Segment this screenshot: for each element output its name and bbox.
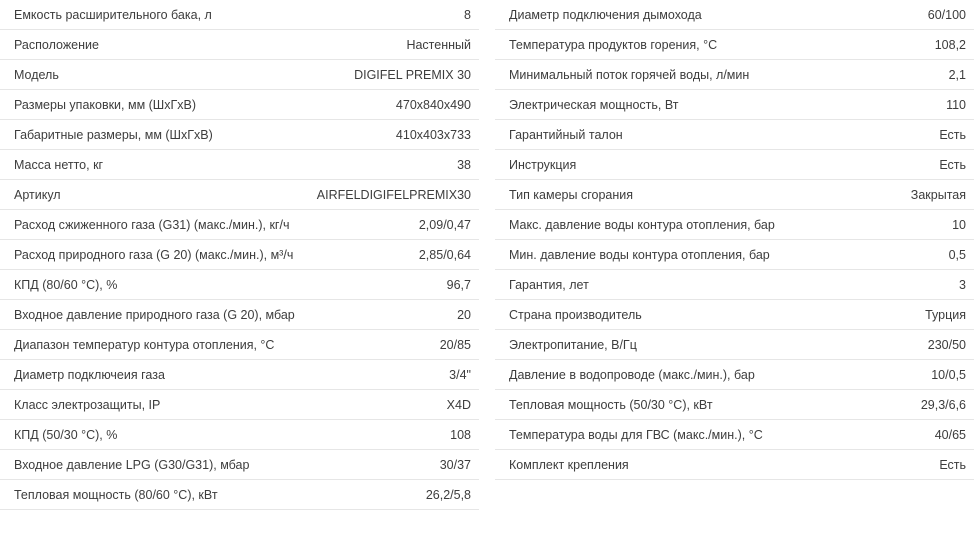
spec-name: Диаметр подключения дымохода [509, 7, 702, 22]
spec-row [0, 240, 479, 270]
spec-name: Температура продуктов горения, °C [509, 37, 718, 52]
spec-value: 30/37 [439, 457, 471, 472]
spec-row [495, 360, 974, 390]
spec-name: Электропитание, В/Гц [509, 337, 637, 352]
spec-value: Настенный [406, 37, 471, 52]
spec-value: 0,5 [948, 247, 966, 262]
spec-value: 2,85/0,64 [418, 247, 471, 262]
spec-name: Страна производитель [509, 307, 642, 322]
spec-value: 40/65 [934, 427, 966, 442]
spec-row [0, 90, 479, 120]
spec-value: 10/0,5 [931, 367, 966, 382]
spec-name: Мин. давление воды контура отопления, бар [509, 247, 770, 262]
specifications-left-column [0, 0, 487, 510]
spec-name: Модель [14, 67, 59, 82]
spec-name: Входное давление природного газа (G 20), мбар [14, 307, 295, 322]
spec-value: 110 [946, 97, 966, 112]
spec-value: 3 [959, 277, 966, 292]
spec-value: 8 [464, 7, 471, 22]
spec-row [495, 270, 974, 300]
spec-row [495, 180, 974, 210]
spec-name: Расход сжиженного газа (G31) (макс./мин.), кг/ч [14, 217, 290, 232]
spec-name: Диапазон температур контура отопления, °C [14, 337, 275, 352]
spec-name: КПД (80/60 °C), % [14, 277, 118, 292]
spec-value: 3/4" [449, 367, 471, 382]
spec-value: 60/100 [927, 7, 966, 22]
spec-name: Расположение [14, 37, 99, 52]
specifications-right-column [487, 0, 974, 510]
spec-row [495, 0, 974, 30]
spec-row [0, 480, 479, 510]
spec-row [495, 240, 974, 270]
spec-value: Закрытая [910, 187, 966, 202]
spec-name: Гарантийный талон [509, 127, 623, 142]
spec-name: Входное давление LPG (G30/G31), мбар [14, 457, 250, 472]
spec-name: Тепловая мощность (50/30 °C), кВт [509, 397, 713, 412]
spec-name: Емкость расширительного бака, л [14, 7, 212, 22]
spec-row [495, 90, 974, 120]
spec-row [0, 210, 479, 240]
spec-row [0, 60, 479, 90]
spec-name: Тип камеры сгорания [509, 187, 634, 202]
spec-value: 20 [457, 307, 471, 322]
spec-value: 29,3/6,6 [920, 397, 966, 412]
spec-value: 96,7 [446, 277, 471, 292]
spec-name: Артикул [14, 187, 61, 202]
spec-name: Тепловая мощность (80/60 °C), кВт [14, 487, 218, 502]
spec-row [495, 450, 974, 480]
spec-value: 108,2 [934, 37, 966, 52]
spec-value: AIRFELDIGIFELPREMIX30 [316, 187, 471, 202]
spec-row [0, 120, 479, 150]
spec-row [0, 360, 479, 390]
spec-name: Размеры упаковки, мм (ШхГхВ) [14, 97, 197, 112]
spec-value: 470x840x490 [395, 97, 471, 112]
spec-name: Электрическая мощность, Вт [509, 97, 679, 112]
spec-value: 410x403x733 [395, 127, 471, 142]
spec-row [0, 150, 479, 180]
spec-row [495, 210, 974, 240]
spec-row [0, 0, 479, 30]
spec-value: 20/85 [439, 337, 471, 352]
spec-name: КПД (50/30 °C), % [14, 427, 118, 442]
spec-row [0, 270, 479, 300]
spec-value: Есть [939, 127, 966, 142]
spec-name: Минимальный поток горячей воды, л/мин [509, 67, 750, 82]
spec-row [495, 150, 974, 180]
spec-value: 2,09/0,47 [418, 217, 471, 232]
spec-value: Турция [925, 307, 966, 322]
spec-row [495, 120, 974, 150]
spec-row [495, 420, 974, 450]
spec-value: Есть [939, 457, 966, 472]
spec-row [495, 300, 974, 330]
spec-value: 38 [457, 157, 471, 172]
spec-name: Класс электрозащиты, IP [14, 397, 161, 412]
spec-value: Есть [939, 157, 966, 172]
spec-name: Гарантия, лет [509, 277, 589, 292]
spec-name: Расход природного газа (G 20) (макс./мин.), м³/ч [14, 247, 294, 262]
spec-row [495, 60, 974, 90]
spec-row [0, 420, 479, 450]
spec-name: Комплект крепления [509, 457, 629, 472]
spec-row [495, 330, 974, 360]
spec-row [0, 180, 479, 210]
spec-name: Габаритные размеры, мм (ШхГхВ) [14, 127, 213, 142]
spec-name: Масса нетто, кг [14, 157, 104, 172]
spec-value: 26,2/5,8 [425, 487, 471, 502]
spec-value: 2,1 [948, 67, 966, 82]
spec-name: Диаметр подключеия газа [14, 367, 165, 382]
spec-name: Инструкция [509, 157, 577, 172]
spec-row [0, 390, 479, 420]
spec-row [0, 450, 479, 480]
spec-row [495, 30, 974, 60]
spec-row [0, 330, 479, 360]
spec-row [495, 390, 974, 420]
spec-value: DIGIFEL PREMIX 30 [354, 67, 471, 82]
spec-value: 230/50 [927, 337, 966, 352]
spec-name: Давление в водопроводе (макс./мин.), бар [509, 367, 755, 382]
spec-value: 10 [952, 217, 966, 232]
spec-value: X4D [446, 397, 471, 412]
spec-row [0, 300, 479, 330]
spec-name: Макс. давление воды контура отопления, бар [509, 217, 775, 232]
spec-value: 108 [450, 427, 471, 442]
spec-name: Температура воды для ГВС (макс./мин.), °C [509, 427, 763, 442]
spec-row [0, 30, 479, 60]
